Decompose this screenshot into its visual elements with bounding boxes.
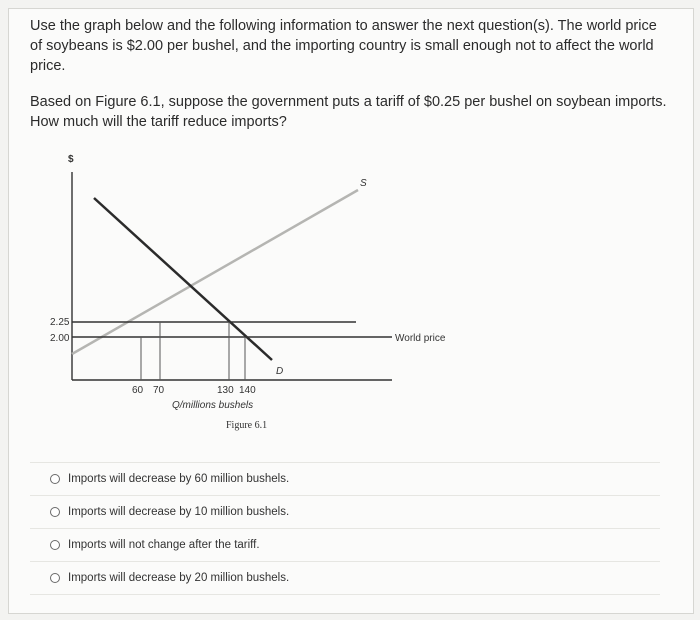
radio-icon[interactable]: [50, 507, 60, 517]
tick-label-130: 130: [217, 385, 234, 396]
option-row[interactable]: [30, 462, 660, 495]
supply-curve: [72, 190, 358, 354]
option-label: Imports will decrease by 10 million bushels.: [68, 506, 290, 518]
radio-icon[interactable]: [50, 573, 60, 583]
world-price-label: World price: [395, 333, 446, 344]
question-intro: Use the graph below and the following information to answer the next question(s). The world price of soybeans is $2.00 per bushel, and the importing country is small enough not to affect the world price.: [30, 18, 657, 74]
radio-icon[interactable]: [50, 474, 60, 484]
question-prompt: Based on Figure 6.1, suppose the government puts a tariff of $0.25 per bushel on soybean imports. How much will the tariff reduce imports?: [30, 94, 667, 130]
option-row[interactable]: [30, 528, 660, 561]
demand-label: D: [276, 366, 284, 377]
price-label-2-25: 2.25: [50, 317, 70, 328]
figure-6-1: [30, 150, 460, 440]
demand-curve: [94, 198, 272, 360]
price-label-2-00: 2.00: [50, 333, 70, 344]
radio-icon[interactable]: [50, 540, 60, 550]
supply-label: S: [360, 178, 367, 189]
option-row[interactable]: [30, 495, 660, 528]
figure-graph: [30, 150, 460, 440]
option-label: Imports will not change after the tariff.: [68, 539, 260, 551]
tick-label-70: 70: [153, 385, 165, 396]
tick-label-60: 60: [132, 385, 144, 396]
answer-options: [30, 462, 660, 595]
option-label: Imports will decrease by 60 million bushels.: [68, 473, 290, 485]
figure-caption: Figure 6.1: [226, 420, 268, 431]
tick-label-140: 140: [239, 385, 256, 396]
x-axis-label: Q/millions bushels: [172, 400, 254, 411]
y-axis-label: $: [68, 154, 74, 165]
option-label: Imports will decrease by 20 million bushels.: [68, 572, 290, 584]
option-row[interactable]: [30, 561, 660, 595]
